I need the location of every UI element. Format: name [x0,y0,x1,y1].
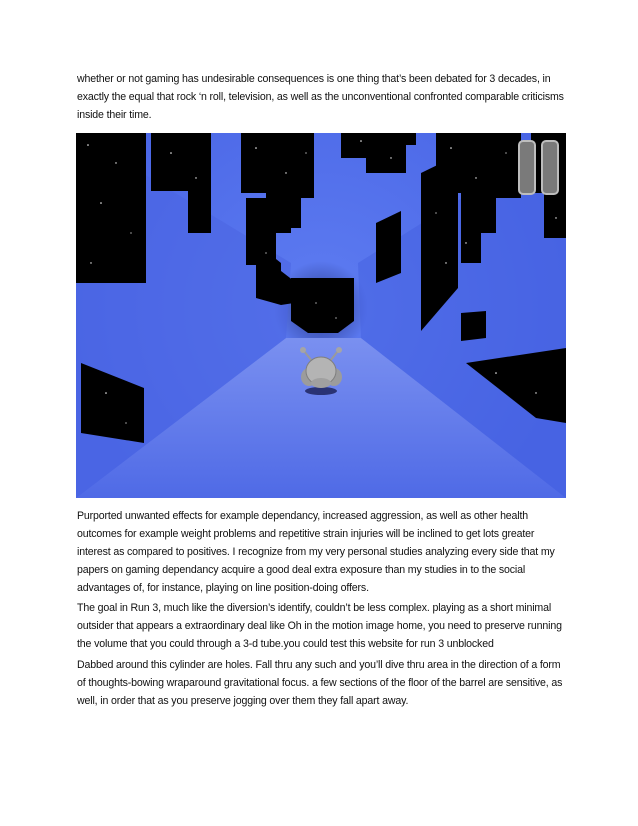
paragraph-2: Purported unwanted effects for example dependancy, increased aggression, as well as other health outcomes for example weight problems and repetitive strain injuries will be inclined to get lots greater interest as compared to positives. I recognize from my very personal studies analyzing every side that my papers on gaming dependancy acquire a good deal extra exposure than my studies in to the social advantages of, for instance, playing on line position-doing offers. [77,510,555,594]
paragraph-3: The goal in Run 3, much like the diversion’s identify, couldn’t be less complex. playing as a short minimal outsider that appears a extraordinary deal like Oh in the motion image home, you need to preserve running the volume that you could through a 3-d tube.you could test this website for run 3 unblocked [77,602,562,650]
paragraph-1: whether or not gaming has undesirable consequences is one thing that’s been debated for 3 decades, in exactly the equal that rock ‘n roll, television, as well as the unconventional confronted comparable criticisms inside their time. [77,73,564,121]
game-screenshot [76,133,566,498]
paragraph-4: Dabbed around this cylinder are holes. Fall thru any such and you’ll dive thru area in the direction of a form of thoughts-bowing wraparound gravitational focus. a few sections of the floor of the barrel are sensitive, as well, in order that as you preserve jogging over them they fall apart away. [77,659,563,707]
